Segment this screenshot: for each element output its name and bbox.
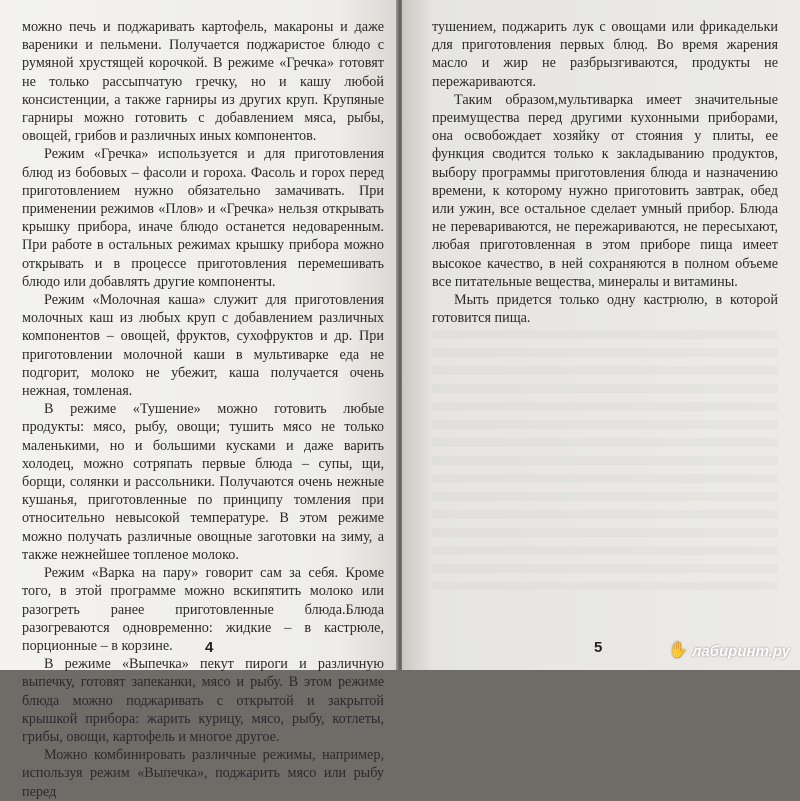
site-watermark: [668, 642, 790, 660]
labirint-logo-icon: ✋: [668, 642, 689, 659]
watermark-text: лабиринт.ру: [692, 642, 790, 660]
left-paragraph-7: Можно комбинировать различные режимы, например, используя режим «Выпечка», поджарить мясо или рыбу перед: [22, 747, 384, 800]
left-paragraph-5: Режим «Варка на пару» говорит сам за себя. Кроме того, в этой программе можно вскипятить молоко или разогреть ранее приготовленные блюда.Блюда разогреваются одновременно: жидкие – в кастрюле, порционные – в корзине.: [22, 565, 384, 654]
right-paragraph-2: Таким образом,мультиварка имеет значительные преимущества перед другими кухонными приборами, она освобождает хозяйку от стояния у плиты, ее функция сводится только к закладыванию продуктов, выбору программы приготовления блюда и назначению времени, к которому нужно приготовить завтрак, обед или ужин, все остальное сделает умный прибор. Блюда не перевариваются, не пережариваются, не пересыхают, любая приготовленная в этом приборе пища имеет высокое качество, в ней сохраняются в полном объеме все питательные вещества, минералы и витамины.: [432, 91, 778, 290]
show-through-texture: [432, 330, 778, 590]
left-paragraph-4: В режиме «Тушение» можно готовить любые продукты: мясо, рыбу, овощи; тушить мясо не только маленькими, но и большими кусками и даже варить холодец, можно сотряпать первые блюда – супы, щи, борщи, солянки и рассольники. Получаются очень нежные кушанья, приготовленные по принципу томления при относительно невысокой температуре. В этом режиме можно получать различные овощные заготовки на зиму, а также нежнейшее топленое молоко.: [22, 401, 384, 563]
left-paragraph-6: В режиме «Выпечка» пекут пироги и различную выпечку, готовят запеканки, мясо и рыбу. В этом режиме блюда можно поджаривать с открытой и закрытой крышкой прибора: жарить курицу, мясо, рыбу, котлеты, грибы, овощи, картофель и многое другое.: [22, 656, 384, 745]
left-page: [0, 0, 398, 800]
left-paragraph-2: Режим «Гречка» используется и для приготовления блюд из бобовых – фасоли и гороха. Фасоль и горох перед приготовлением нужно обязательно замачивать. При применении режимов «Плов» и «Гречка» нельзя открывать крышку прибора, иначе блюдо останется недоваренным. При работе в остальных режимах крышку прибора можно открывать и в процессе приготовления перемешивать блюдо или добавлять другие компоненты.: [22, 146, 384, 290]
right-paragraph-1: тушением, поджарить лук с овощами или фрикадельки для приготовления первых блюд. Во время жарения масло и жир не разбрызгиваются, продукты не пережариваются.: [432, 19, 778, 90]
right-paragraph-3: Мыть придется только одну кастрюлю, в которой готовится пища.: [432, 292, 778, 327]
right-page-number: 5: [594, 639, 603, 656]
left-paragraph-1: можно печь и поджаривать картофель, макароны и даже вареники и пельмени. Получается поджаристое блюдо с румяной хрустящей корочкой. В режиме «Гречка» готовят не только рассыпчатую гречку, но и кашу любой консистенции, а также гарниры из других круп. Крупяные гарниры можно готовить с добавлением мяса, рыбы, овощей, грибов и различных иных компонентов.: [22, 19, 384, 145]
left-page-number: 4: [205, 639, 214, 656]
right-page: [402, 0, 800, 670]
left-paragraph-3: Режим «Молочная каша» служит для приготовления молочных каш из любых круп с добавлением различных компонентов – овощей, фруктов, сухофруктов и др. При приготовлении молочной каши в мультиварке еда не подгорит, молоко не убежит, каша получается очень нежная, томленая.: [22, 292, 384, 400]
